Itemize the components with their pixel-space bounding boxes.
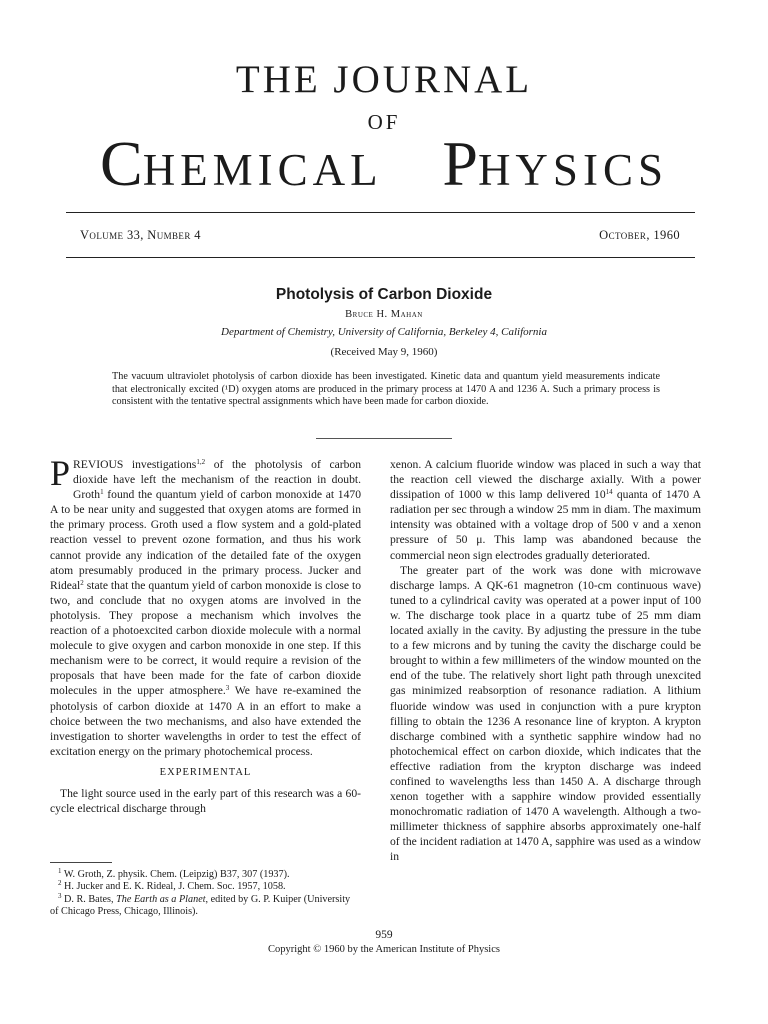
journal-word-chemical xyxy=(100,128,383,199)
volume-number: Volume 33, Number 4 xyxy=(80,228,201,242)
masthead-bottom-rule xyxy=(66,257,695,258)
ref-marker: 2 xyxy=(80,578,84,587)
footnote-2-text: H. Jucker and E. K. Rideal, J. Chem. Soc. 1957, 1058. xyxy=(61,881,286,893)
footnote-3-book-title: The Earth as a Planet xyxy=(116,893,206,905)
drop-cap: P xyxy=(50,453,71,493)
article-title: Photolysis of Carbon Dioxide xyxy=(275,286,493,303)
masthead-top-rule xyxy=(66,212,695,213)
issue-date: October, 1960 xyxy=(599,228,680,242)
intro-text-2: of the photolysis of carbon dioxide have left the mechanism of the reaction in doubt. Groth xyxy=(73,458,362,502)
article-affiliation: Department of Chemistry, University of California, Berkeley 4, California xyxy=(221,326,547,338)
received-date: (Received May 9, 1960) xyxy=(330,346,438,358)
footnote-marker: 3 xyxy=(58,891,62,900)
lamp-text-2: quanta of 1470 A radiation per sec through a window 25 mm in diam. The maximum intensity was obtained with a voltage drop of 500 v and a xenon pressure of 50 μ. This lamp was abandoned because the commercial neon sign electrodes gradually deteriorated. xyxy=(390,488,702,562)
footnote-2 xyxy=(50,881,361,893)
physics-initial: P xyxy=(442,128,478,199)
footnote-3-text: D. R. Bates, xyxy=(61,893,117,905)
right-column xyxy=(390,457,701,865)
footnote-3 xyxy=(50,891,361,919)
footnote-marker: 1 xyxy=(58,867,62,875)
page-number: 959 xyxy=(375,929,393,941)
physics-rest: HYSICS xyxy=(477,145,668,195)
intro-paragraph xyxy=(50,453,362,759)
section-heading-experimental: EXPERIMENTAL xyxy=(159,766,252,778)
intro-text-1: REVIOUS investigations xyxy=(73,458,197,471)
footnote-3-text-end: , edited by G. P. Kuiper (University of Chicago Press, Chicago, Illinois). xyxy=(50,893,351,918)
footnote-1-text: W. Groth, Z. physik. Chem. (Leipzig) B37, 307 (1937). xyxy=(61,869,290,880)
microwave-paragraph: The greater part of the work was done with microwave discharge lamps. A QK-61 magnetron (10-cm continuous wave) tuned to a cylindrical cavity was operated at a power input of 100 w. The discharge took place in a quartz tube of 25 mm diam located axially in the cavity. By adjusting the pressure in the tube to a few microns and by tuning the cavity the discharge could be brought to within a few millimeters of the window mounted on the end of the tube. The relatively short light path through unexcited gas minimized reabsorption of resonance radiation. A lithium fluoride window was used in conjunction with a pure krypton filling to obtain the 1236 A resonance line of krypton. A krypton discharge combined with a synthetic sapphire window had no photochemical effect on carbon dioxide, which indicates that the effective radiation from the krypton discharge was indeed confined to wavelengths less than 1450 A. A discharge through xenon together with a sapphire window provided essentially monochromatic radiation of 1470 A wavelength. Although a two-millimeter thickness of sapphire absorbs approximately one-half of the incident radiation at 1470 A, sapphire was used as a window in xyxy=(390,563,701,864)
intro-text-3: found the quantum yield of carbon monoxide at 1470 A to be near unity and suggested that oxygen atoms are formed in the primary process. Groth used a flow system and a gold-plated reaction vessel to prevent ozone formation, and thus his work cannot provide any indication of the detailed fate of the oxygen atom presumably produced in the primary process. Jucker and Rideal xyxy=(50,488,361,592)
journal-title-line3 xyxy=(100,128,668,199)
footnote-1 xyxy=(50,869,361,881)
ref-marker: 1,2 xyxy=(196,458,206,466)
footnotes xyxy=(50,869,361,919)
article-author: Bruce H. Mahan xyxy=(345,309,423,320)
copyright-notice: Copyright © 1960 by the American Institute of Physics xyxy=(268,944,500,955)
ref-marker: 1 xyxy=(100,488,104,497)
intro-text-5: We have re-examined the photolysis of carbon dioxide at 1470 A in an effort to make a choice between the two mechanisms, and also have extended the investigation to shorter wavelengths in order to test the effect of excitation energy on the primary photochemical process. xyxy=(50,684,362,758)
footnote-marker: 2 xyxy=(58,879,62,888)
experimental-paragraph: The light source used in the early part of this research was a 60-cycle electrical discharge through xyxy=(50,786,361,816)
exponent: 14 xyxy=(605,488,613,497)
intro-text-4: state that the quantum yield of carbon monoxide is close to two, and conclude that no oxygen atoms are involved in the photolysis. They propose a mechanism which involves the reaction of a photoexcited carbon dioxide molecule with a normal molecule to give oxygen and carbon monoxide in one step. If this mechanism were to be correct, it would require a revision of the proposals that have been made for the fate of carbon dioxide molecules in the upper atmosphere. xyxy=(50,578,361,698)
abstract: The vacuum ultraviolet photolysis of carbon dioxide has been investigated. Kinetic data and quantum yield measurements indicate that electronically excited (¹D) oxygen atoms are produced in the primary process at 1470 A and 1236 A. Such a primary process is consistent with the tentative spectral assignments which have been made for carbon dioxide. xyxy=(112,371,660,408)
lamp-paragraph xyxy=(390,457,701,563)
abstract-divider xyxy=(316,438,452,439)
footnote-rule xyxy=(50,862,112,863)
journal-title-line2: OF xyxy=(367,110,401,134)
journal-title-line1: THE JOURNAL xyxy=(235,58,533,101)
journal-word-physics xyxy=(442,128,668,199)
lamp-text-1: xenon. A calcium fluoride window was placed in such a way that the reaction cell viewed the discharge axially. With a power dissipation of 1000 w this lamp delivered 10 xyxy=(390,458,701,502)
chemical-initial: C xyxy=(100,128,143,199)
ref-marker: 3 xyxy=(225,684,230,693)
chemical-rest: HEMICAL xyxy=(142,145,383,195)
left-column xyxy=(50,453,362,816)
issue-info xyxy=(80,228,680,243)
